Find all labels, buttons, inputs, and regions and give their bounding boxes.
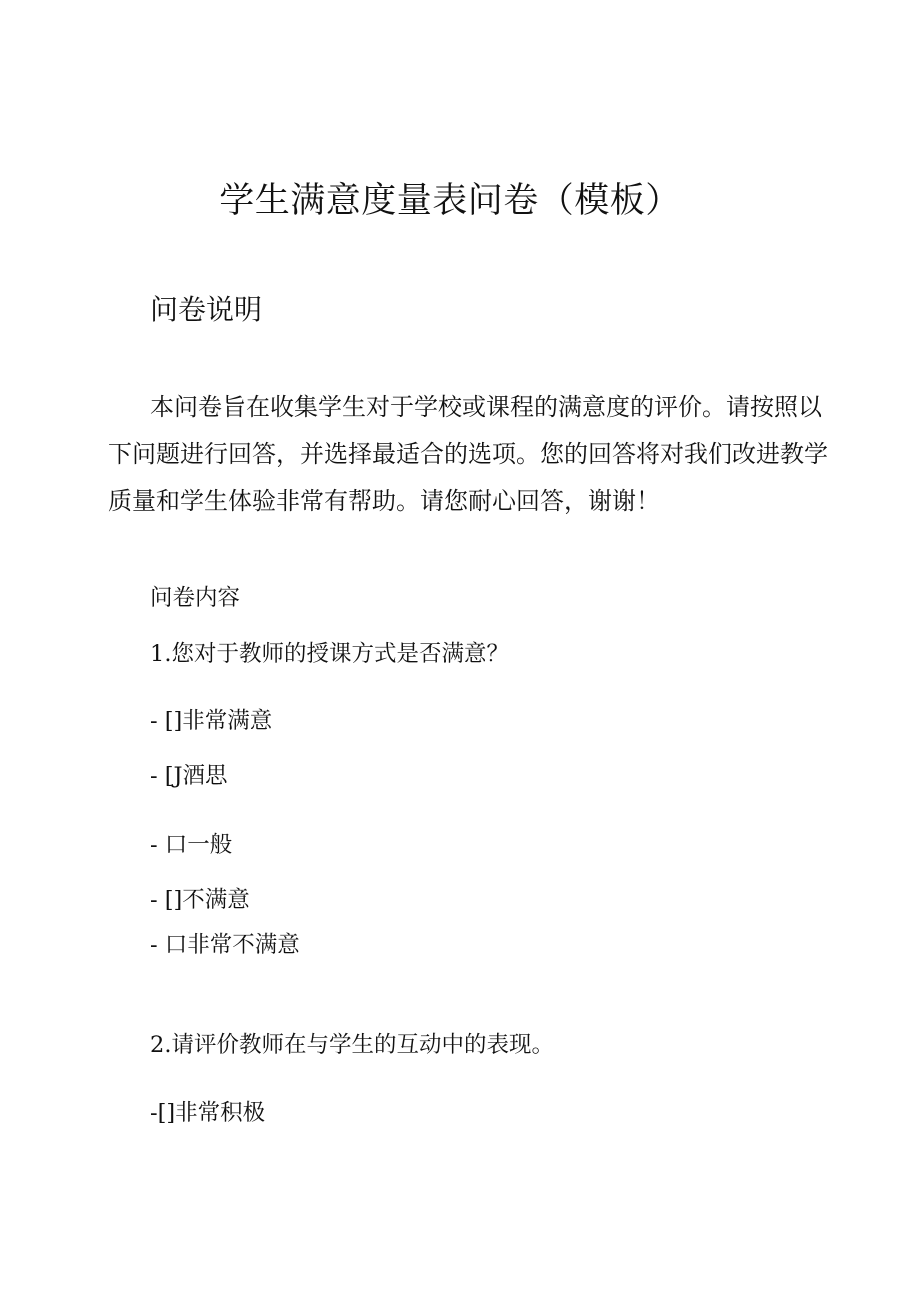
document-title: 学生满意度量表问卷（模板） [219, 181, 681, 221]
question-1-option: - 口非常不满意 [150, 932, 300, 958]
question-2: 2.请评价教师在与学生的互动中的表现。 [150, 1032, 554, 1058]
intro-paragraph [108, 384, 828, 525]
question-1-option: - [J酒思 [150, 763, 228, 789]
instructions-heading: 问卷说明 [150, 293, 263, 326]
intro-line: 本问卷旨在收集学生对于学校或课程的满意度的评价。请按照以 [150, 393, 822, 421]
question-1-option: - 口一般 [150, 832, 233, 858]
question-1-option: - []非常满意 [150, 708, 273, 734]
question-2-option: -[]非常积极 [150, 1100, 266, 1126]
content-heading: 问卷内容 [150, 585, 241, 611]
intro-line: 质量和学生体验非常有帮助。请您耐心回答，谢谢！ [108, 487, 660, 515]
question-1: 1.您对于教师的授课方式是否满意？ [150, 641, 509, 667]
question-1-option: - []不满意 [150, 887, 250, 913]
intro-line: 下问题进行回答，并选择最适合的选项。您的回答将对我们改进教学 [108, 440, 828, 468]
